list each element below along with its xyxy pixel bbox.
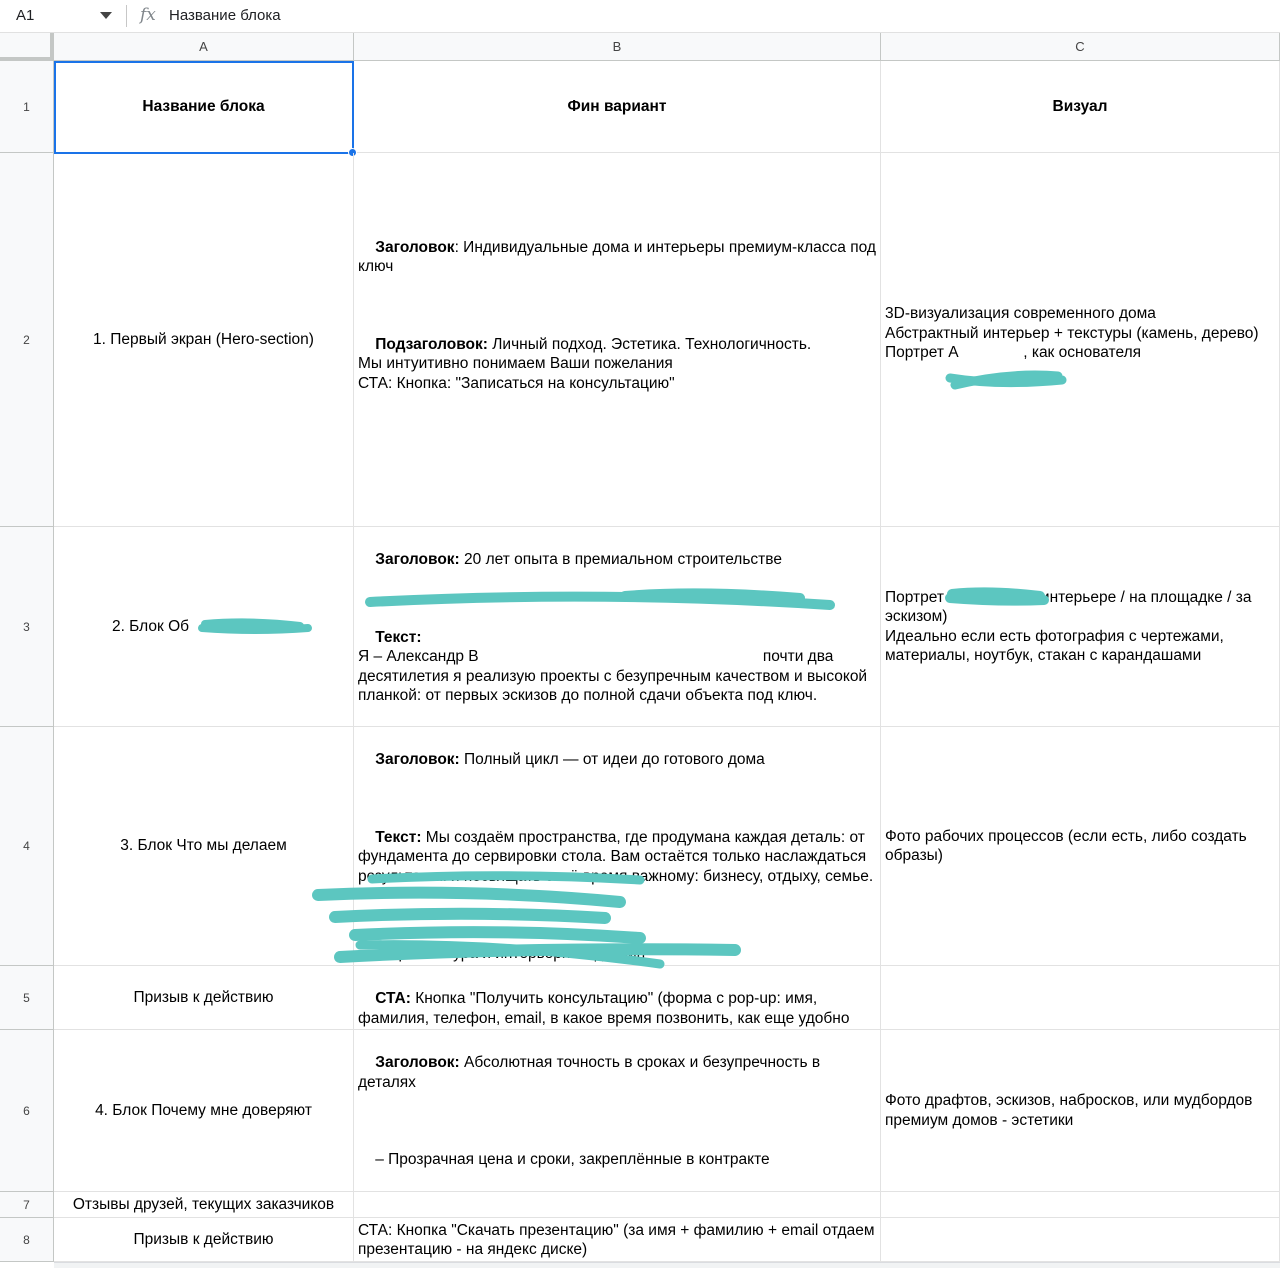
text: : Индивидуальные дома и интерьеры премиум-класса под ключ	[358, 238, 881, 276]
cell-a7[interactable]	[54, 1192, 354, 1218]
label: СТА:	[375, 990, 411, 1008]
text: Я – Александр В почти два десятилетия я реализую проекты с безупречным качеством и высокой планкой: от первых эскизов до полной сдачи объекта под ключ.	[358, 648, 872, 705]
cell-text: Фин вариант	[567, 97, 667, 115]
cell-rich-text	[354, 1030, 880, 1192]
cell-a3[interactable]	[54, 527, 354, 727]
cell-a5[interactable]	[54, 966, 354, 1030]
cell-a6[interactable]	[54, 1030, 354, 1192]
label: Заголовок	[375, 238, 455, 256]
cell-text: Визуал	[1052, 97, 1108, 115]
row-header-3[interactable]: 3	[0, 527, 54, 727]
text: Абсолютная точность в сроках и безупречность в деталях	[358, 1054, 825, 1091]
cell-b7[interactable]	[354, 1192, 881, 1218]
text: 20 лет опыта в премиальном строительстве	[459, 551, 782, 569]
cell-c2[interactable]	[881, 153, 1280, 527]
cell-text: Фото драфтов, эскизов, набросков, или мудбордов премиум домов - эстетики	[885, 1092, 1257, 1129]
cell-b6[interactable]	[354, 1030, 881, 1192]
row-header-4[interactable]: 4	[0, 727, 54, 966]
row-header-6[interactable]: 6	[0, 1030, 54, 1192]
label: Заголовок:	[375, 1054, 460, 1072]
label: Текст:	[375, 629, 422, 647]
label: Заголовок:	[375, 751, 460, 769]
cell-b2[interactable]	[354, 153, 881, 527]
text: – Прозрачная цена и сроки, закреплённые в контракте	[375, 1151, 770, 1169]
cell-rich-text	[354, 527, 880, 727]
horizontal-scrollbar[interactable]	[54, 1262, 1280, 1268]
text: СТА: Кнопка: "Записаться на консультацию"	[358, 374, 675, 392]
cell-rich-text	[354, 218, 880, 412]
label: Подзаголовок:	[375, 335, 488, 353]
text: СТА: Кнопка "Скачать презентацию" (за имя + фамилию + email отдаем презентацию - на яндекс диске)	[358, 1222, 879, 1259]
text: – Архитектура и интерьерный дизайн	[375, 945, 646, 963]
cell-text: Портрет А (в интерьере / на площадке / за эскизом) Идеально если есть фотография с чертежами, материалы, ноутбук, стакан с карандашами	[885, 588, 1252, 664]
cell-text: Призыв к действию	[133, 1230, 274, 1248]
formula-bar	[0, 0, 1280, 33]
cell-c7[interactable]	[881, 1192, 1280, 1218]
cell-rich-text	[354, 966, 880, 1030]
cell-text: Отзывы друзей, текущих заказчиков	[72, 1195, 335, 1213]
cell-a4[interactable]	[54, 727, 354, 966]
row-header-7[interactable]: 7	[0, 1192, 54, 1218]
cell-c4[interactable]	[881, 727, 1280, 966]
column-header-row	[0, 33, 1280, 61]
text: Мы создаём пространства, где продумана каждая деталь: от фундамента до сервировки стола. Вам остаётся только наслаждаться результатом и посвящать своё время важному: бизнесу, отдыху, семье.	[358, 829, 874, 885]
cell-b1[interactable]	[354, 61, 881, 153]
text: Личный подход. Эстетика. Технологичность.	[487, 335, 812, 353]
text: Кнопка "Получить консультацию" (форма с pop-up: имя, фамилия, телефон, email, в какое время позвонить, как еще удобно	[358, 990, 850, 1027]
cell-text: Название блока	[142, 97, 265, 115]
row-header-2[interactable]: 2	[0, 153, 54, 527]
cell-a8[interactable]	[54, 1218, 354, 1262]
cell-text: Фото рабочих процессов (если есть, либо создать образы)	[885, 827, 1252, 864]
column-header-a[interactable]: A	[54, 33, 354, 61]
selection-outline	[54, 61, 354, 154]
cell-text: 1. Первый экран (Hero-section)	[93, 330, 314, 348]
cell-c3[interactable]	[881, 527, 1280, 727]
label: Текст:	[375, 829, 422, 847]
label: Заголовок:	[375, 551, 460, 569]
row-header-8[interactable]: 8	[0, 1218, 54, 1262]
cell-text: 2. Блок Об	[111, 617, 190, 635]
name-box[interactable]	[0, 0, 122, 32]
cell-rich-text	[354, 727, 880, 966]
text: Мы интуитивно понимаем Ваши пожелания	[358, 355, 673, 373]
text: Полный цикл — от идеи до готового дома	[459, 751, 765, 769]
row-header-5[interactable]: 5	[0, 966, 54, 1030]
cell-text: 4. Блок Почему мне доверяют	[95, 1101, 312, 1119]
row-header-1[interactable]: 1	[0, 61, 54, 153]
formula-input[interactable]: Название блока	[169, 7, 281, 24]
cell-text: 3. Блок Что мы делаем	[120, 837, 287, 855]
cell-a2[interactable]	[54, 153, 354, 527]
cell-b8[interactable]	[354, 1218, 881, 1262]
cell-b4[interactable]	[354, 727, 881, 966]
cell-b3[interactable]	[354, 527, 881, 727]
cell-c5[interactable]	[881, 966, 1280, 1030]
cell-c6[interactable]	[881, 1030, 1280, 1192]
cell-reference[interactable]: A1	[16, 7, 35, 24]
column-header-b[interactable]: B	[354, 33, 881, 61]
cell-b5[interactable]	[354, 966, 881, 1030]
cell-text: Призыв к действию	[133, 988, 274, 1006]
divider	[126, 5, 127, 27]
cell-rich-text	[354, 1218, 880, 1260]
select-all-corner[interactable]	[0, 33, 54, 61]
cell-c8[interactable]	[881, 1218, 1280, 1262]
fx-icon: fx	[140, 5, 156, 25]
chevron-down-icon[interactable]	[100, 12, 112, 19]
column-header-c[interactable]: C	[881, 33, 1280, 61]
cell-c1[interactable]	[881, 61, 1280, 153]
cell-text: 3D-визуализация современного дома Абстрактный интерьер + текстуры (камень, дерево) Портрет А , как основателя	[885, 305, 1259, 362]
